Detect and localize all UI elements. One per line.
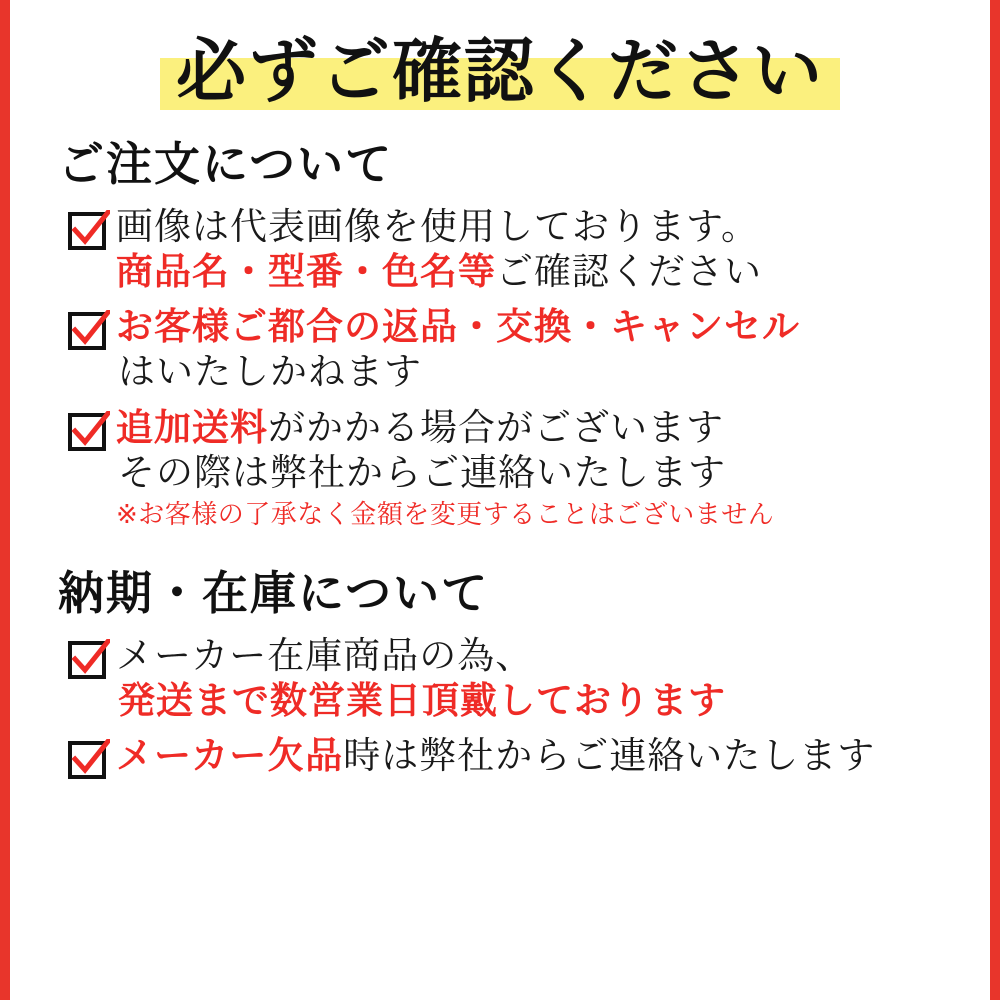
left-red-bar	[0, 0, 10, 1000]
title-area	[36, 0, 964, 112]
page-title	[160, 30, 840, 112]
checkbox-checked-icon	[68, 411, 110, 453]
content-area	[10, 0, 990, 1000]
list-item	[68, 633, 964, 723]
item-line-2	[116, 249, 964, 294]
item-line-1: メーカー在庫商品の為、	[116, 633, 534, 677]
list-item-text	[116, 204, 964, 294]
item-line-1	[116, 733, 964, 778]
checkbox-checked-icon	[68, 210, 110, 252]
item-line-1-black: 時は弊社からご連絡いたします	[343, 733, 876, 777]
title-text: 必ずご確認ください	[176, 30, 824, 112]
item-line-2-black: ご確認ください	[496, 250, 762, 294]
list-item-text	[116, 304, 964, 394]
item-line-2: その際は弊社からご連絡いたします	[118, 450, 726, 494]
checkbox-checked-icon	[68, 310, 110, 352]
item-line-2-red: 商品名・型番・色名等	[116, 250, 496, 294]
list-item	[68, 204, 964, 294]
checkbox-checked-icon	[68, 739, 110, 781]
checkbox-checked-icon	[68, 639, 110, 681]
section-heading-delivery: 納期・在庫について	[58, 565, 490, 620]
item-line-2: はいたしかねます	[118, 350, 422, 394]
list-item-text	[116, 405, 964, 533]
list-item-text	[116, 733, 964, 778]
item-line-1: 画像は代表画像を使用しております。	[116, 205, 760, 248]
item-line-1	[116, 405, 964, 450]
list-item-text	[116, 633, 964, 723]
list-item	[68, 733, 964, 781]
section-heading-order: ご注文について	[58, 137, 394, 191]
item-line-2: 発送まで数営業日頂戴しております	[118, 678, 726, 722]
list-item	[68, 405, 964, 533]
list-item	[68, 304, 964, 394]
item-line-1: お客様ご都合の返品・交換・キャンセル	[116, 305, 800, 349]
right-red-bar	[990, 0, 1000, 1000]
item-note: ※お客様の了承なく金額を変更することはございません	[116, 499, 775, 530]
item-line-1-red: メーカー欠品	[116, 733, 344, 777]
item-line-1-red: 追加送料	[116, 405, 268, 449]
item-line-1-black: がかかる場合がございます	[268, 405, 724, 449]
